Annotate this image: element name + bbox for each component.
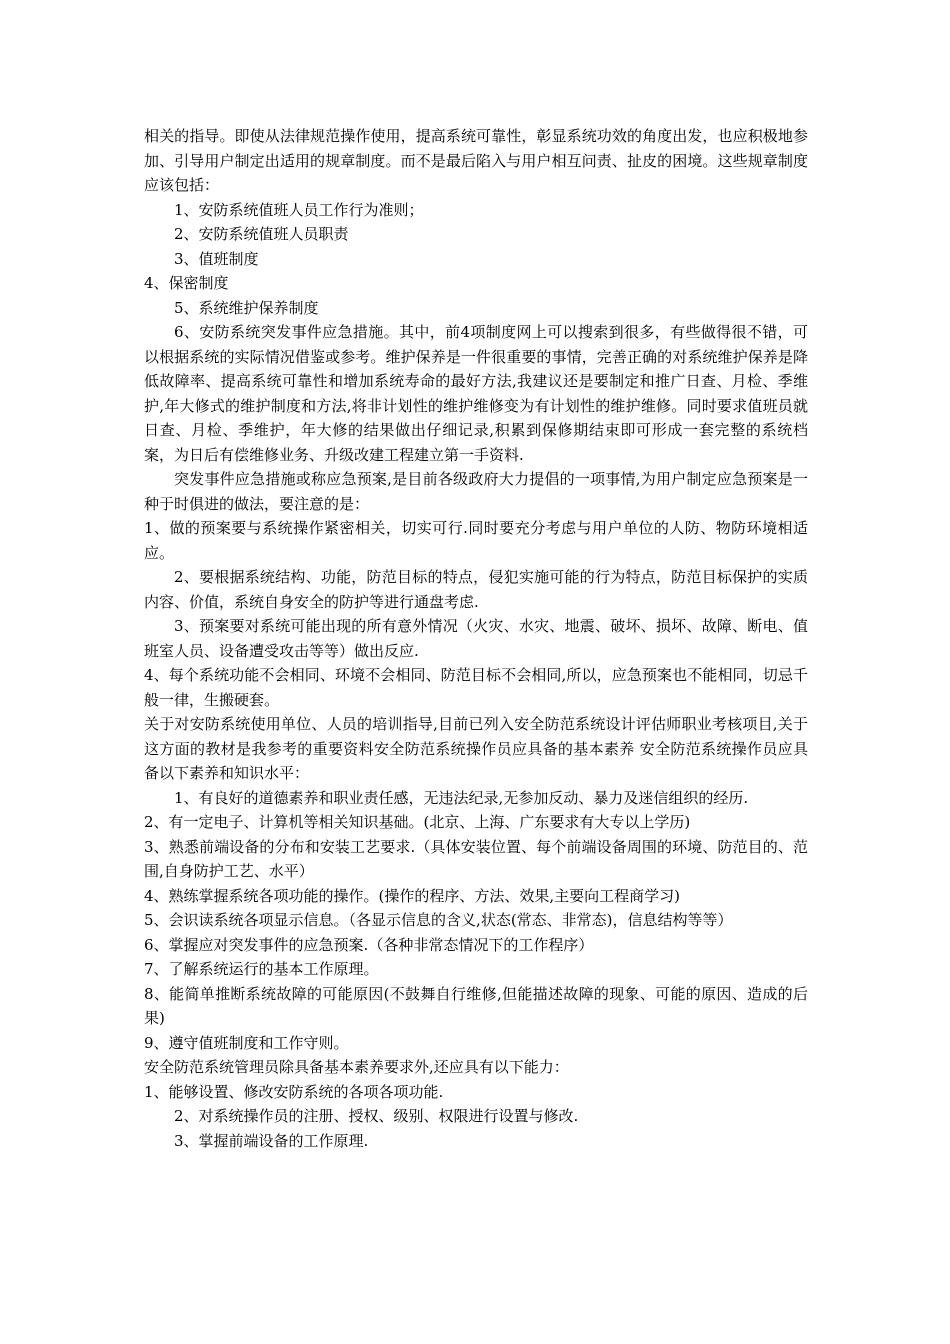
- list-item-rule-6: 6、安防系统突发事件应急措施。其中，前4项制度网上可以搜索到很多，有些做得很不错，可以根据系统的实际情况借鉴或参考。维护保养是一件很重要的事情，完善正确的对系统维护保养是降低故障率、提高系统可靠性和增加系统寿命的最好方法,我建议还是要制定和推广日查、月检、季维护,年大修式的维护制度和方法,将非计划性的维护维修变为有计划性的维护维修。同时要求值班员就日查、月检、季维护，年大修的结果做出仔细记录,积累到保修期结束即可形成一套完整的系统档案，为日后有偿维修业务、升级改建工程建立第一手资料.: [144, 323, 808, 464]
- list-item-operator-1: 1、有良好的道德素养和职业责任感，无违法纪录,无参加反动、暴力及迷信组织的经历.: [174, 788, 749, 807]
- paragraph-intro: 相关的指导。即使从法律规范操作使用，提高系统可靠性，彰显系统功效的角度出发，也应积极地参加、引导用户制定出适用的规章制度。而不是最后陷入与用户相互问责、扯皮的困境。这些规章制度应该包括：: [144, 127, 808, 194]
- list-item-rule-3: 3、值班制度: [174, 249, 259, 268]
- list-item-plan-2: 2、要根据系统结构、功能，防范目标的特点，侵犯实施可能的行为特点，防范目标保护的实质内容、价值，系统自身安全的防护等进行通盘考虑.: [144, 568, 808, 611]
- list-item-rule-2: 2、安防系统值班人员职责: [174, 225, 349, 243]
- list-item-operator-2: 2、有一定电子、计算机等相关知识基础。(北京、上海、广东要求有大专以上学历): [144, 813, 691, 831]
- document-body: [144, 124, 808, 1153]
- list-item-admin-2: 2、对系统操作员的注册、授权、级别、权限进行设置与修改.: [174, 1107, 579, 1125]
- list-item-operator-3: 3、熟悉前端设备的分布和安装工艺要求.（具体安装位置、每个前端设备周围的环境、防范目的、范围,自身防护工艺、水平）: [144, 837, 808, 880]
- list-item-plan-1: 1、做的预案要与系统操作紧密相关，切实可行.同时要充分考虑与用户单位的人防、物防环境相适应。: [144, 519, 808, 562]
- list-item-admin-3: 3、掌握前端设备的工作原理.: [174, 1131, 369, 1150]
- list-item-operator-6: 6、掌握应对突发事件的应急预案.（各种非常态情况下的工作程序）: [144, 935, 594, 954]
- list-item-plan-3: 3、预案要对系统可能出现的所有意外情况（火灾、水灾、地震、破坏、损坏、故障、断电、值班室人员、设备遭受攻击等等）做出反应.: [144, 617, 808, 660]
- list-item-admin-1: 1、能够设置、修改安防系统的各项各项功能.: [144, 1082, 444, 1101]
- list-item-plan-4: 4、每个系统功能不会相同、环境不会相同、防范目标不会相同,所以，应急预案也不能相同，切忌千般一律，生搬硬套。: [144, 666, 808, 709]
- list-item-operator-7: 7、了解系统运行的基本工作原理。: [144, 960, 379, 978]
- list-item-operator-5: 5、会识读系统各项显示信息。（各显示信息的含义,状态(常态、非常态)，信息结构等等）: [144, 911, 733, 929]
- list-item-rule-1: 1、安防系统值班人员工作行为准则；: [174, 200, 424, 219]
- list-item-operator-8: 8、能简单推断系统故障的可能原因(不鼓舞自行维修,但能描述故障的现象、可能的原因、造成的后果): [144, 984, 808, 1027]
- paragraph-emergency-plan: 突发事件应急措施或称应急预案,是目前各级政府大力提倡的一项事情,为用户制定应急预案是一种于时俱进的做法，要注意的是：: [144, 470, 808, 513]
- list-item-rule-5: 5、系统维护保养制度: [174, 298, 319, 317]
- paragraph-training: 关于对安防系统使用单位、人员的培训指导,目前已列入安全防范系统设计评估师职业考核项目,关于这方面的教材是我参考的重要资料安全防范系统操作员应具备的基本素养 安全防范系统操作员应具备以下素养和知识水平：: [144, 715, 808, 782]
- list-item-operator-9: 9、遵守值班制度和工作守则。: [144, 1033, 349, 1052]
- list-item-operator-4: 4、熟练掌握系统各项功能的操作。(操作的程序、方法、效果,主要向工程商学习): [144, 886, 681, 905]
- paragraph-admin: 安全防范系统管理员除具备基本素养要求外,还应具有以下能力：: [144, 1058, 569, 1076]
- list-item-rule-4: 4、保密制度: [144, 274, 229, 292]
